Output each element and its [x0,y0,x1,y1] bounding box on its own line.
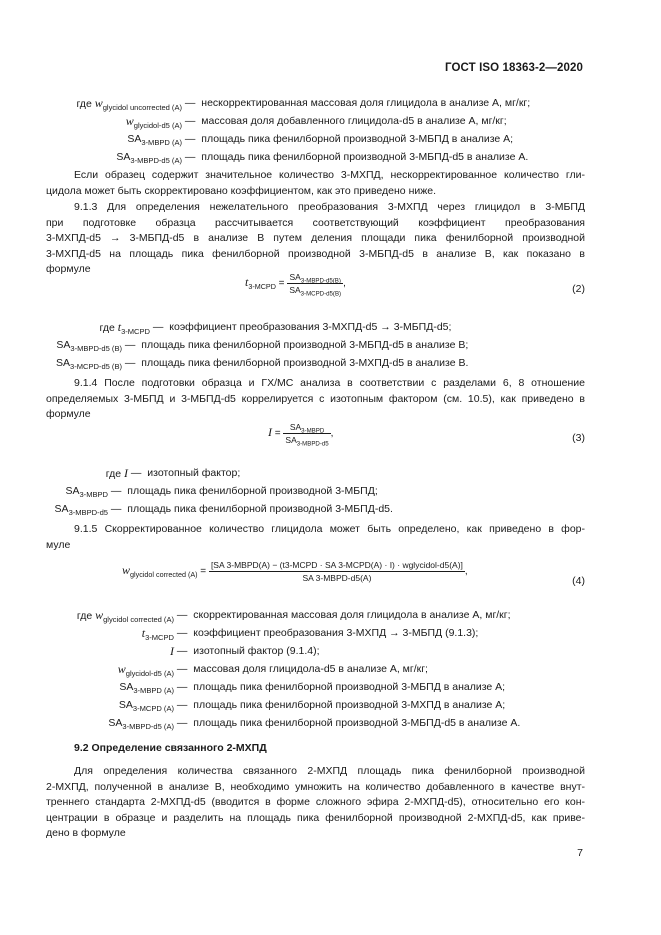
definition-row: где I — изотопный фактор; [105,466,241,480]
definitions-block-4 [22,606,582,732]
section-heading-9-2: 9.2 Определение связанного 2-МХПД [74,742,267,754]
definition-row: $SA_{3-MBPD (A)}$ — площадь пика фенилборной производной 3-МБПД в анализе А; [127,133,514,148]
paragraph-9-1-5: 9.1.5 Скорректированное количество глицидола может быть определено, как приведено в фор- муле [46,523,585,551]
definition-text: нескорректированная массовая доля глицидола в анализе А, мг/кг; [201,97,531,109]
definition-row: $SA_{3-MBPD-d5}$ — площадь пика фенилборной производной 3-МБПД-d5. [54,503,393,518]
equation-3: I = $\frac{SA_{3-MBPD}}{SA_{3-MBPD-d5}}$ , [268,422,334,448]
definition-text: изотопный фактор; [147,467,241,479]
definition-text: массовая доля глицидола-d5 в анализе А, мг/кг; [193,663,428,675]
definition-row: где $t_{3-MCPD}$ — коэффициент преобразования 3-МХПД-d5 → 3-МБПД-d5; [99,320,452,337]
definition-text: площадь пика фенилборной производной 3-МБПД-d5 в анализе А. [193,717,521,729]
definition-text: изотопный фактор (9.1.4); [193,645,320,657]
definition-row: где $w_{glycidol corrected (A)}$ — скорректированная массовая доля глицидола в анализе А, мг/кг; [76,608,511,625]
equation-2: $t_{3-MCPD}$ = $\frac{SA_{3-MBPD-d5(B)}}{SA_{3-MCPD-d5(B)}}$ , [245,272,346,298]
definition-text: коэффициент преобразования 3-МХПД → 3-МБПД (9.1.3); [193,627,479,639]
definition-text: коэффициент преобразования 3-МХПД-d5 → 3-МБПД-d5; [169,321,452,333]
definition-text: площадь пика фенилборной производной 3-МБПД в анализе А; [201,133,514,145]
definition-text: площадь пика фенилборной производной 3-МБПД-d5. [127,503,393,515]
equation-number: (2) [572,283,585,295]
definition-text: массовая доля добавленного глицидола-d5 в анализе А, мг/кг; [201,115,507,127]
definition-row: $SA_{3-MBPD-d5 (A)}$ — площадь пика фенилборной производной 3-МБПД-d5 в анализе А. [116,151,529,166]
definition-text: площадь пика фенилборной производной 3-МБПД-d5 в анализе В; [141,339,469,351]
fraction: [SA 3-MBPD(A) − (t3-MCPD · SA 3-MCPD(A) · I) · wglycidol-d5(A)] SA 3-MBPD-d5(A) [210,560,463,583]
definition-text: площадь пика фенилборной производной 3-МХПД-d5 в анализе В. [141,357,469,369]
definition-row: $SA_{3-MBPD-d5 (B)}$ — площадь пика фенилборной производной 3-МБПД-d5 в анализе В; [56,339,469,354]
page-number: 7 [577,847,583,859]
definition-row: $w_{glycidol-d5 (A)}$ — массовая доля добавленного глицидола-d5 в анализе А, мг/кг; [125,114,507,131]
equation-4: $w_{glycidol corrected (A)}$ = [SA 3-MBPD(A) − (t3-MCPD · SA 3-MCPD(A) · I) · wglycidol-d5(A)] SA 3-MBPD-d5(A) , [122,560,468,583]
definition-text: площадь пика фенилборной производной 3-МБПД-d5 в анализе А. [201,151,529,163]
definition-row: $SA_{3-MCPD-d5 (B)}$ — площадь пика фенилборной производной 3-МХПД-d5 в анализе В. [55,357,469,372]
definition-row: $SA_{3-MBPD (A)}$ — площадь пика фенилборной производной 3-МБПД в анализе А; [119,681,506,696]
paragraph-sample-note: Если образец содержит значительное количество 3-МХПД, нескорректированное количество гли- цидола может быть скорректировано коэффициентом, как это приведено ниже. [46,169,585,197]
definition-text: площадь пика фенилборной производной 3-МБПД; [127,485,378,497]
definition-text: площадь пика фенилборной производной 3-МХПД в анализе А; [193,699,506,711]
definition-row: $w_{glycidol-d5 (A)}$ — массовая доля глицидола-d5 в анализе А, мг/кг; [117,662,428,679]
definitions-block-1 [22,94,582,166]
definition-row: $SA_{3-MCPD (A)}$ — площадь пика фенилборной производной 3-МХПД в анализе А; [118,699,506,714]
definitions-block-2 [22,318,582,372]
definition-row: I — изотопный фактор (9.1.4); [170,644,320,658]
definition-row: $SA_{3-MBPD-d5 (A)}$ — площадь пика фенилборной производной 3-МБПД-d5 в анализе А. [108,717,521,732]
paragraph-9-2: Для определения количества связанного 2-МХПД площадь пика фенилборной производной 2-МХПД, полученной в анализе В, необходимо умножить на количество добавленного в качестве внут- треннего стандарта 2-МХПД-d5 (вводится в форме сложного эфира 2-МХПД-d5), относительно его кон- центрации в образце и разделить на площадь пика фенилборной производной 2-МХПД-d5, как приве- дено в формуле [46,765,585,840]
equation-number: (3) [572,432,585,444]
fraction: $\frac{SA_{3-MBPD-d5(B)}}{SA_{3-MCPD-d5(B)}}$ [289,272,342,298]
definition-row: $SA_{3-MBPD}$ — площадь пика фенилборной производной 3-МБПД; [65,485,378,500]
definition-row: $t_{3-MCPD}$ — коэффициент преобразования 3-МХПД → 3-МБПД (9.1.3); [141,626,479,643]
document-header: ГОСТ ISO 18363-2—2020 [445,62,583,74]
definition-text: площадь пика фенилборной производной 3-МБПД в анализе А; [193,681,506,693]
paragraph-9-1-4: 9.1.4 После подготовки образца и ГХ/МС анализа в соответствии с разделами 6, 8 отношение определяемых 3-МБПД и 3-МБПД-d5 коррелируется с изотопным фактором (см. 10.5), как приведено в формуле [46,377,585,421]
fraction: $\frac{SA_{3-MBPD}}{SA_{3-MBPD-d5}}$ [285,422,329,448]
definitions-block-3 [22,464,582,518]
equation-number: (4) [572,575,585,587]
paragraph-9-1-3: 9.1.3 Для определения нежелательного преобразования 3-МХПД через глицидол в 3-МБПД при подготовке образца рассчитывается соответствующий коэффициент преобразования 3-МХПД-d5 → 3-МБПД-d5 в анализе В путем деления площади пика фенилборной производной 3-МХПД-d5 на площадь пика фенилборной производной 3-МБПД-d5 в анализе В, как показано в формуле [46,201,585,276]
definition-text: скорректированная массовая доля глицидола в анализе А, мг/кг; [193,609,511,621]
definition-row: где $w_{glycidol uncorrected (A)}$ — нескорректированная массовая доля глицидола в анализе А, мг/кг; [76,96,531,113]
